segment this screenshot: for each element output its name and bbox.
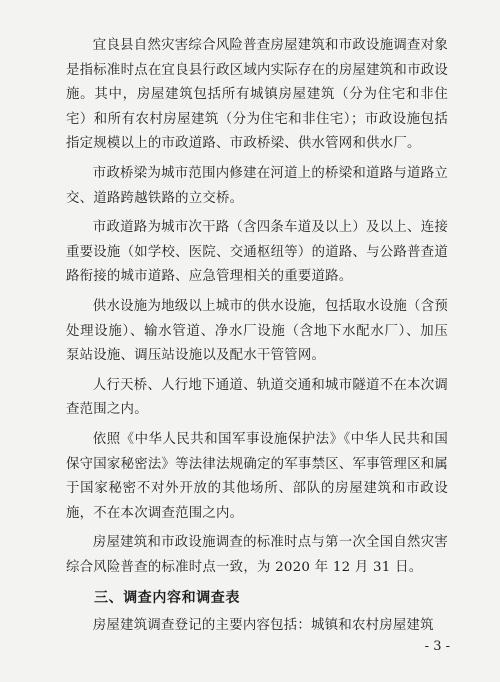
paragraph-exclusions-military: 依照《中华人民共和国军事设施保护法》《中华人民共和国保守国家秘密法》等法律法规确定的军事禁区、军事管理区和属于国家秘密不对外开放的其他场所、部队的房屋建筑和市政设施，不在本次调查范围之内。 [66, 431, 448, 521]
paragraph-municipal-bridges: 市政桥梁为城市范围内修建在河道上的桥梁和道路与道路立交、道路跨越铁路的立交桥。 [66, 165, 448, 206]
paragraph-standard-time: 房屋建筑和市政设施调查的标准时点与第一次全国自然灾害综合风险普查的标准时点一致，为 2020 年 12 月 31 日。 [66, 535, 448, 575]
paragraph-municipal-roads: 市政道路为城市次干路（含四条车道及以上）及以上、连接重要设施（如学校、医院、交通枢纽等）的道路、与公路普查道路衔接的城市道路、应急管理相关的重要道路。 [66, 220, 448, 285]
paragraph-exclusions-pedestrian: 人行天桥、人行地下通道、轨道交通和城市隧道不在本次调查范围之内。 [66, 377, 448, 418]
page-number: - 3 - [424, 639, 450, 654]
paragraph-survey-scope: 宜良县自然灾害综合风险普查房屋建筑和市政设施调查对象是指标准时点在宜良县行政区域内实际存在的房屋建筑和市政设施。其中，房屋建筑包括所有城镇房屋建筑（分为住宅和非住宅）和所有农村房屋建筑（分为住宅和非住宅）；市政设施包括指定规模以上的市政道路、市政桥梁、供水管网和供水厂。 [66, 38, 448, 152]
section-heading: 三、调查内容和调查表 [94, 590, 240, 607]
paragraph-survey-content: 房屋建筑调查登记的主要内容包括：城镇和农村房屋建筑 [92, 618, 434, 634]
paragraph-water-supply: 供水设施为地级以上城市的供水设施，包括取水设施（含预处理设施）、输水管道、净水厂设施（含地下水配水厂）、加压泵站设施、调压站设施以及配水干管管网。 [66, 298, 448, 364]
